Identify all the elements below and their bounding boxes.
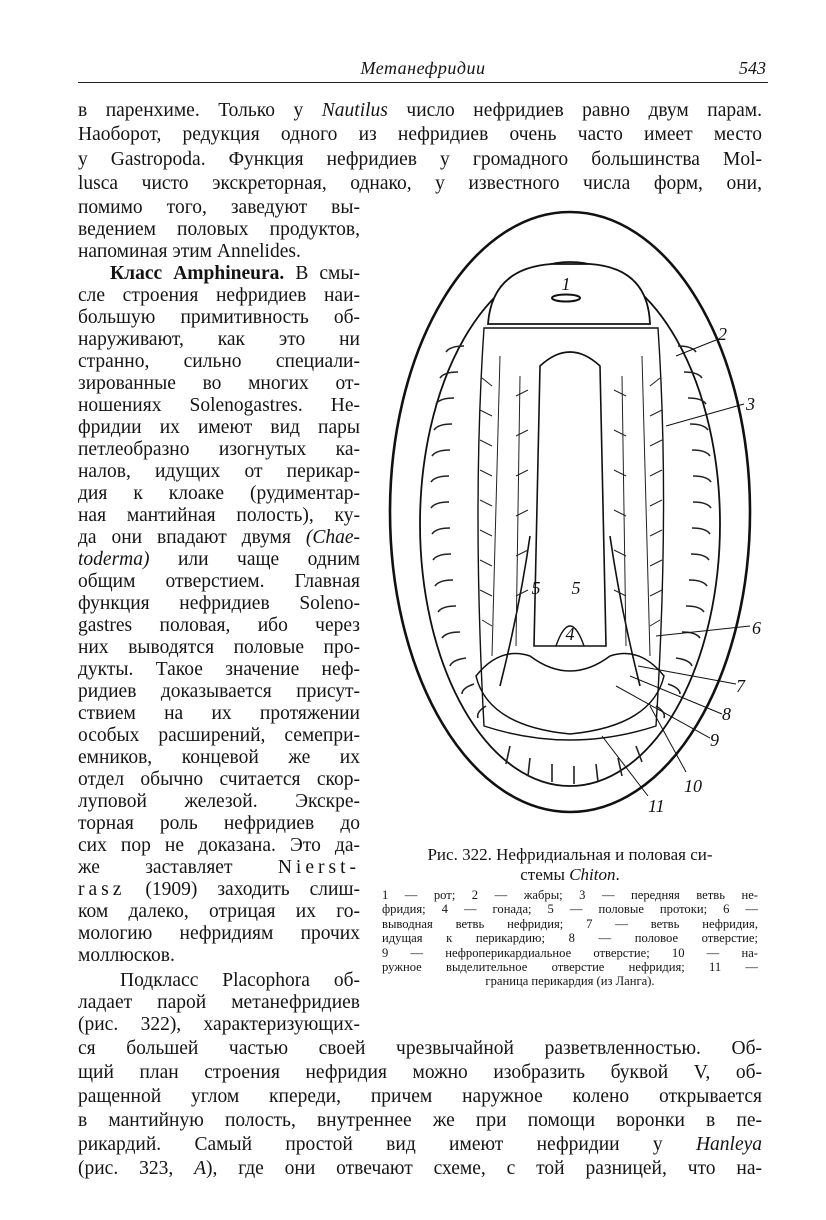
legend-line: фридия; 4 — гонада; 5 — половые протоки; 6 —: [382, 902, 758, 917]
text-line: дукты. Такое значение неф-: [78, 659, 360, 680]
page-number: 543: [739, 58, 766, 78]
section-heading: Класс Amphineura.: [110, 263, 285, 284]
figure-caption: Рис. 322. Нефридиальная и половая си- стемы Chiton.: [427, 845, 713, 884]
legend-line: идущая к перикардию; 8 — половое отверстие;: [382, 931, 758, 946]
text-line: мологию нефридиям прочих: [78, 923, 360, 944]
text-line: дия к клоаке (рудиментар-: [78, 483, 360, 504]
legend-line: выводная ветвь нефридия; 7 — ветвь нефридия,: [382, 916, 758, 931]
head-region: [488, 264, 650, 324]
text-line: фридии их имеют вид пары: [78, 417, 360, 438]
text-line: моллюсков.: [78, 945, 175, 966]
label-6: 6: [752, 618, 761, 638]
text-line: сих пор не доказана. Это да-: [78, 835, 360, 856]
label-11: 11: [648, 796, 665, 816]
label-1: 1: [561, 274, 571, 294]
text-line: особых расширений, семепри-: [78, 725, 360, 746]
text-line: в мантийную полость, внутреннее же при помощи воронки в пе-: [78, 1110, 762, 1131]
chiton-diagram: [380, 206, 776, 826]
text-line: ращенной углом кпереди, причем наружное колено открывается: [78, 1086, 762, 1107]
text-line: да они впадают двумя (Chae-: [78, 527, 360, 548]
figure-labels: [532, 274, 762, 816]
text-line: петлеобразно изогнутых ка-: [78, 439, 360, 460]
text-line: ствием на их протяжении: [78, 703, 360, 724]
legend-line: граница перикардия (из Ланга).: [485, 974, 655, 989]
gills: [431, 346, 711, 784]
text-line: ридиев доказывается присут-: [78, 681, 360, 702]
text-line: ная мантийная полость), ку-: [78, 505, 360, 526]
text-line: у Gastropoda. Функция нефридиев у громадного большинства Mol-: [78, 149, 762, 170]
text-line: общим отверстием. Главная: [78, 571, 360, 592]
text-line: ся большей частью своей чрезвычайной разветвленностью. Об-: [78, 1038, 762, 1059]
text-line: (рис. 322), характеризующих-: [78, 1014, 360, 1035]
text-line: gastres половая, ибо через: [78, 615, 360, 636]
legend-line: ружное выделительное отверстие нефридия; 11 —: [382, 960, 758, 975]
text-line: ком далеко, отрицая их го-: [78, 901, 360, 922]
figure-legend: [382, 888, 758, 989]
label-4: 4: [565, 624, 575, 644]
text-line: же заставляет Nierst-: [78, 857, 360, 878]
label-3: 3: [746, 394, 755, 414]
nephridia-branches: [480, 356, 662, 656]
label-7: 7: [736, 676, 745, 696]
text-line: помимо того, заведуют вы-: [78, 197, 360, 218]
label-9: 9: [710, 730, 719, 750]
label-5-left: 5: [531, 578, 541, 598]
text-line: (рис. 323, A), где они отвечают схеме, с той разницей, что на-: [78, 1158, 762, 1179]
text-line: сле строения нефридиев наи-: [78, 285, 360, 306]
running-header: [78, 58, 768, 83]
text-line: функция нефридиев Soleno-: [78, 593, 360, 614]
running-title: Метанефридии: [360, 58, 486, 78]
text-line: отдел обычно считается скор-: [78, 769, 360, 790]
label-2: 2: [718, 324, 727, 344]
text-line: большую примитивность об-: [78, 307, 360, 328]
text-line: Наоборот, редукция одного из нефридиев очень часто имеет место: [78, 124, 762, 145]
text-line: странно, сильно специали-: [78, 351, 360, 372]
label-8: 8: [722, 704, 731, 724]
text-line: них выводятся половые про-: [78, 637, 360, 658]
text-line: щий план строения нефридия можно изобразить буквой V, об-: [78, 1062, 762, 1083]
text-line: наруживают, как это ни: [78, 329, 360, 350]
text-line: емников, концевой же их: [78, 747, 360, 768]
text-line: налов, идущих от перикар-: [78, 461, 360, 482]
legend-line: 1 — рот; 2 — жабры; 3 — передняя ветвь не-: [382, 888, 758, 902]
text-line: напоминая этим Annelides.: [78, 241, 301, 262]
text-line: ношениях Solenogastres. Не-: [78, 395, 360, 416]
text-line: луповой железой. Экскре-: [78, 791, 360, 812]
text-line: Подкласс Placophora об-: [120, 970, 360, 991]
text-line: toderma) или чаще одним: [78, 549, 360, 570]
text-line: lusca чисто экскреторная, однако, у известного числа форм, они,: [78, 173, 762, 194]
text-line: в паренхиме. Только у Nautilus число нефридиев равно двум парам.: [78, 100, 762, 121]
legend-line: 9 — нефроперикардиальное отверстие; 10 — на-: [382, 945, 758, 960]
leader-lines: [602, 340, 750, 796]
text-line: ладает парой метанефридиев: [78, 992, 360, 1013]
text-line: rasz (1909) заходить слиш-: [78, 879, 360, 900]
label-5-right: 5: [571, 578, 581, 598]
label-10: 10: [684, 776, 702, 796]
text-line: зированные во многих от-: [78, 373, 360, 394]
section-heading-line: Класс Amphineura. В смы-: [110, 263, 360, 284]
text-line: ведением половых продуктов,: [78, 219, 360, 240]
text-line: торная роль нефридиев до: [78, 813, 360, 834]
text-line: рикардий. Самый простой вид имеют нефридии у Hanleya: [78, 1134, 762, 1155]
